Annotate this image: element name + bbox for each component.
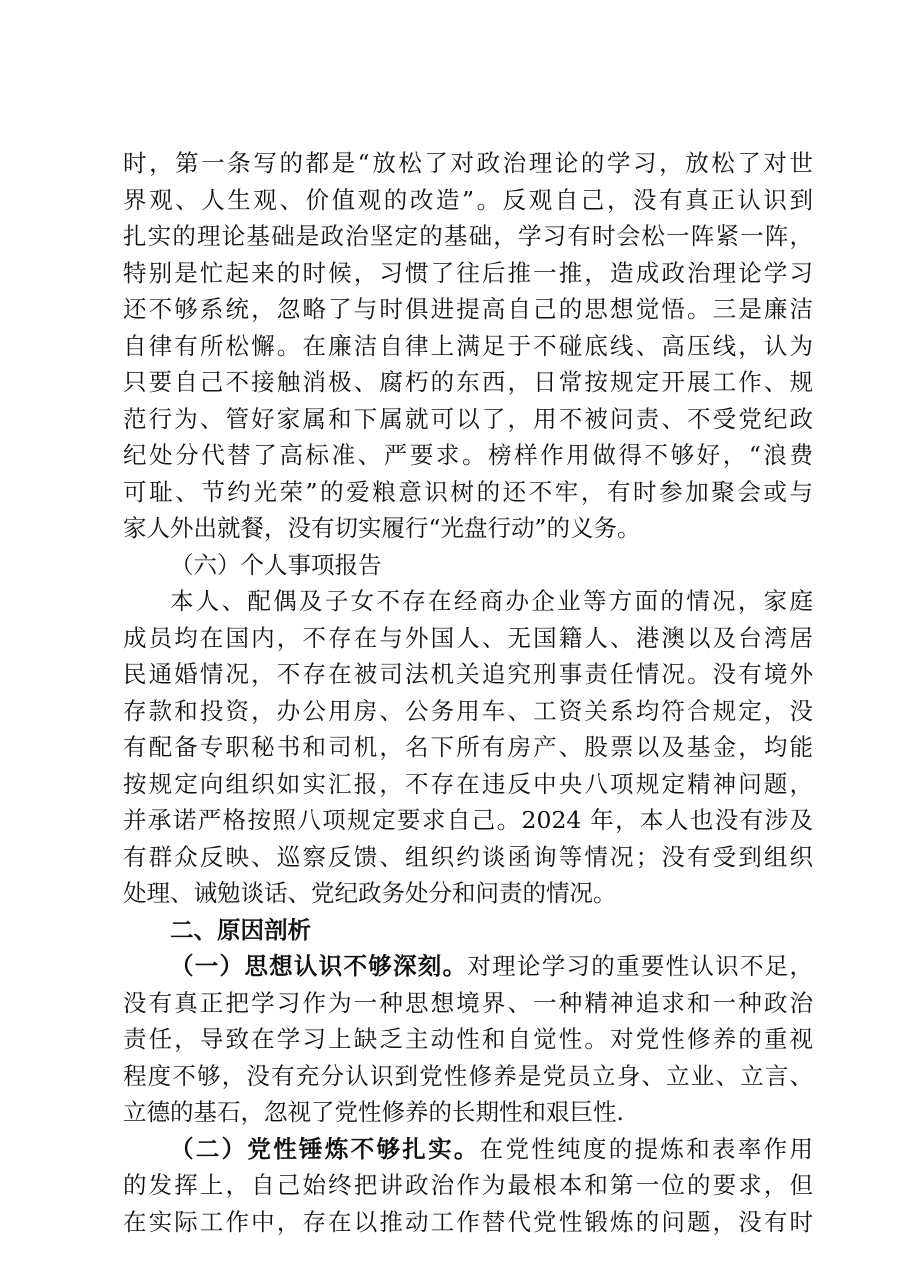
text-line: 并承诺严格按照八项规定要求自己。2024 年，本人也没有涉及 bbox=[123, 806, 813, 834]
section-subheading-personal-matters: （六）个人事项报告 bbox=[170, 550, 382, 579]
text-line: 责任，导致在学习上缺乏主动性和自觉性。对党性修养的重视 bbox=[123, 1025, 813, 1053]
text-line: 处理、诫勉谈话、党纪政务处分和问责的情况。 bbox=[123, 879, 617, 907]
paragraph-continuation bbox=[123, 145, 813, 547]
text-line: 扎实的理论基础是政治坚定的基础，学习有时会松一阵紧一阵， bbox=[123, 222, 813, 250]
text-line: 没有真正把学习作为一种思想境界、一种精神追求和一种政治 bbox=[123, 988, 813, 1017]
text-line: 存款和投资，办公用房、公务用车、工资关系均符合规定，没 bbox=[123, 696, 813, 725]
text-line: 还不够系统，忽略了与时俱进提高自己的思想觉悟。三是廉洁 bbox=[123, 295, 813, 323]
text-line: 按规定向组织如实汇报，不存在违反中央八项规定精神问题， bbox=[123, 769, 813, 798]
paragraph-party-spirit bbox=[123, 1131, 813, 1241]
text-line: 民通婚情况，不存在被司法机关追究刑事责任情况。没有境外 bbox=[123, 660, 813, 688]
text-line bbox=[123, 948, 813, 985]
paragraph-lead: （二）党性锤炼不够扎实。 bbox=[170, 1134, 480, 1163]
text-line: 界观、人生观、价值观的改造”。反观自己，没有真正认识到 bbox=[123, 185, 813, 214]
text-line: 纪处分代替了高标准、严要求。榜样作用做得不够好，“浪费 bbox=[123, 441, 813, 469]
text-line: 在实际工作中，存在以推动工作替代党性锻炼的问题，没有时 bbox=[123, 1207, 813, 1236]
text-line: 程度不够，没有充分认识到党性修养是党员立身、立业、立言、 bbox=[123, 1061, 813, 1090]
paragraph-personal-matters bbox=[123, 583, 813, 912]
text-line: 成员均在国内，不存在与外国人、无国籍人、港澳以及台湾居 bbox=[123, 623, 813, 652]
text-line: 只要自己不接触消极、腐朽的东西，日常按规定开展工作、规 bbox=[123, 368, 813, 396]
text-line bbox=[123, 1131, 813, 1168]
text-span: 在党性纯度的提炼和表率作用 bbox=[479, 1134, 813, 1163]
paragraph-lead: （一）思想认识不够深刻。 bbox=[170, 952, 468, 980]
paragraph-ideological-understanding bbox=[123, 948, 813, 1131]
text-line: 本人、配偶及子女不存在经商办企业等方面的情况，家庭 bbox=[170, 587, 813, 615]
text-line: 家人外出就餐，没有切实履行“光盘行动”的义务。 bbox=[123, 514, 641, 542]
text-line: 的发挥上，自己始终把讲政治作为最根本和第一位的要求，但 bbox=[123, 1171, 813, 1199]
text-line: 立德的基石，忽视了党性修养的长期性和艰巨性. bbox=[123, 1098, 624, 1126]
text-line: 有群众反映、巡察反馈、组织约谈函询等情况；没有受到组织 bbox=[123, 842, 813, 871]
text-line: 可耻、节约光荣”的爱粮意识树的还不牢，有时参加聚会或与 bbox=[123, 477, 813, 506]
section-heading-cause-analysis: 二、原因剖析 bbox=[170, 915, 311, 944]
text-line: 时，第一条写的都是“放松了对政治理论的学习，放松了对世 bbox=[123, 149, 813, 177]
text-line: 范行为、管好家属和下属就可以了，用不被问责、不受党纪政 bbox=[123, 404, 813, 433]
text-line: 有配备专职秘书和司机，名下所有房产、股票以及基金，均能 bbox=[123, 733, 813, 761]
text-line: 特别是忙起来的时候，习惯了往后推一推，造成政治理论学习 bbox=[123, 258, 813, 287]
text-line: 自律有所松懈。在廉洁自律上满足于不碰底线、高压线，认为 bbox=[123, 331, 813, 360]
text-span: 对理论学习的重要性认识不足， bbox=[467, 952, 814, 980]
document-page bbox=[123, 145, 813, 1240]
